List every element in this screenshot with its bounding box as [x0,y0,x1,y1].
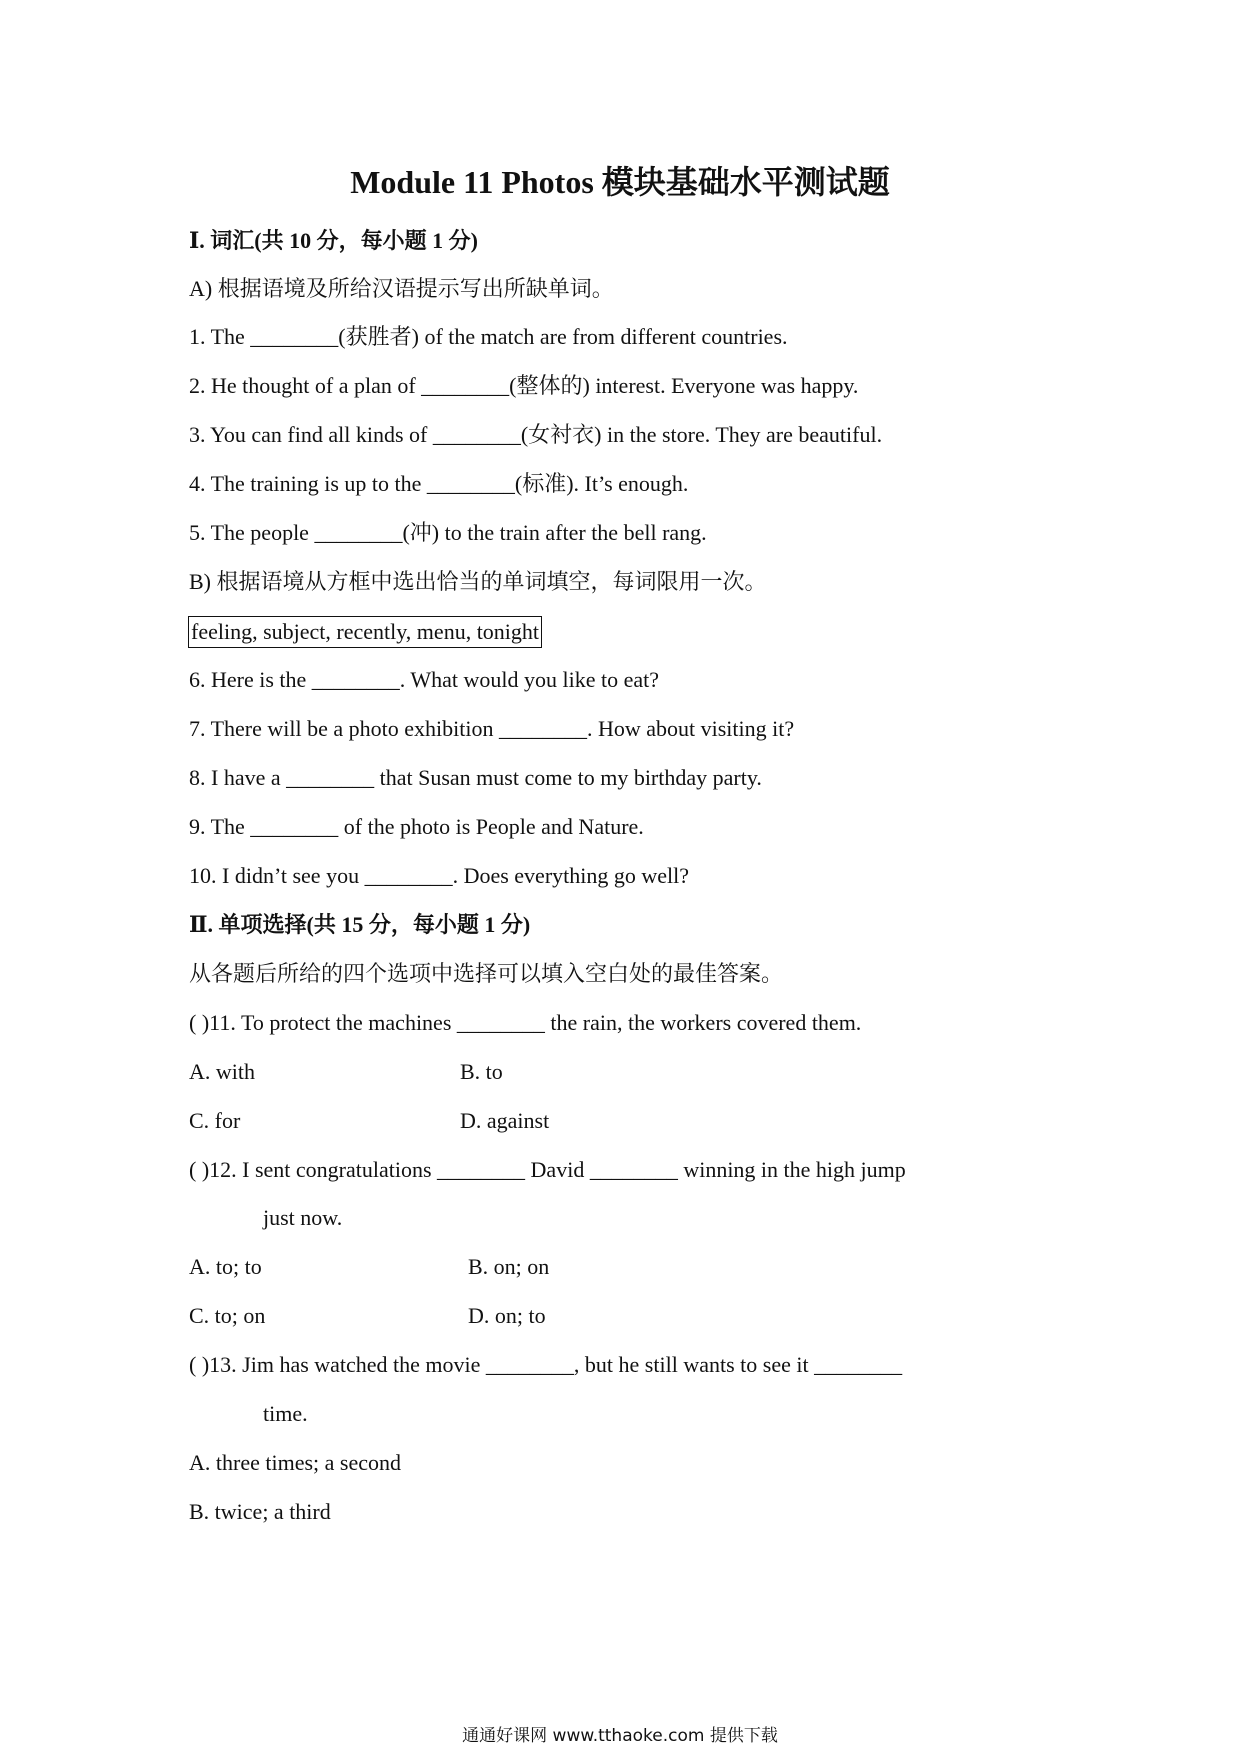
part-b-instruction: B) 根据语境从方框中选出恰当的单词填空，每词限用一次。 [189,569,767,594]
question-11-option-c: C. for [189,1108,241,1133]
question-6: 6. Here is the ________. What would you like to eat? [189,667,660,692]
part-a-instruction: A) 根据语境及所给汉语提示写出所缺单词。 [189,276,614,301]
word-box: feeling, subject, recently, menu, tonight [188,616,542,648]
section1-heading: Ⅰ. 词汇(共 10 分，每小题 1 分) [189,228,478,253]
question-13-stem: ( )13. Jim has watched the movie ________, but he still wants to see it ________ [189,1352,903,1377]
question-2: 2. He thought of a plan of ________(整体的) interest. Everyone was happy. [189,373,859,398]
page-title: Module 11 Photos 模块基础水平测试题 [350,164,890,200]
question-13-stem-continued: time. [263,1401,308,1426]
question-11-stem: ( )11. To protect the machines ________ the rain, the workers covered them. [189,1010,862,1035]
section2-heading: Ⅱ. 单项选择(共 15 分，每小题 1 分) [189,912,531,937]
page-footer: 通通好课网 www.tthaoke.com 提供下载 [462,1726,778,1746]
question-12-stem: ( )12. I sent congratulations ________ David ________ winning in the high jump [189,1157,906,1182]
question-13-option-a: A. three times; a second [189,1450,401,1475]
question-8: 8. I have a ________ that Susan must come to my birthday party. [189,765,762,790]
section2-instruction: 从各题后所给的四个选项中选择可以填入空白处的最佳答案。 [189,961,784,986]
question-12-option-d: D. on; to [468,1303,546,1328]
question-1: 1. The ________(获胜者) of the match are from different countries. [189,324,788,349]
question-11-option-d: D. against [460,1108,550,1133]
question-12-option-a: A. to; to [189,1254,262,1279]
question-5: 5. The people ________(冲) to the train after the bell rang. [189,520,707,545]
question-11-option-b: B. to [460,1059,503,1084]
question-13-option-b: B. twice; a third [189,1499,331,1524]
question-9: 9. The ________ of the photo is People and Nature. [189,814,644,839]
question-10: 10. I didn’t see you ________. Does everything go well? [189,863,690,888]
question-12-stem-continued: just now. [263,1205,343,1230]
question-11-option-a: A. with [189,1059,255,1084]
question-12-option-b: B. on; on [468,1254,550,1279]
question-12-option-c: C. to; on [189,1303,266,1328]
question-4: 4. The training is up to the ________(标准). It’s enough. [189,471,689,496]
question-7: 7. There will be a photo exhibition ________. How about visiting it? [189,716,795,741]
question-3: 3. You can find all kinds of ________(女衬衣) in the store. They are beautiful. [189,422,883,447]
